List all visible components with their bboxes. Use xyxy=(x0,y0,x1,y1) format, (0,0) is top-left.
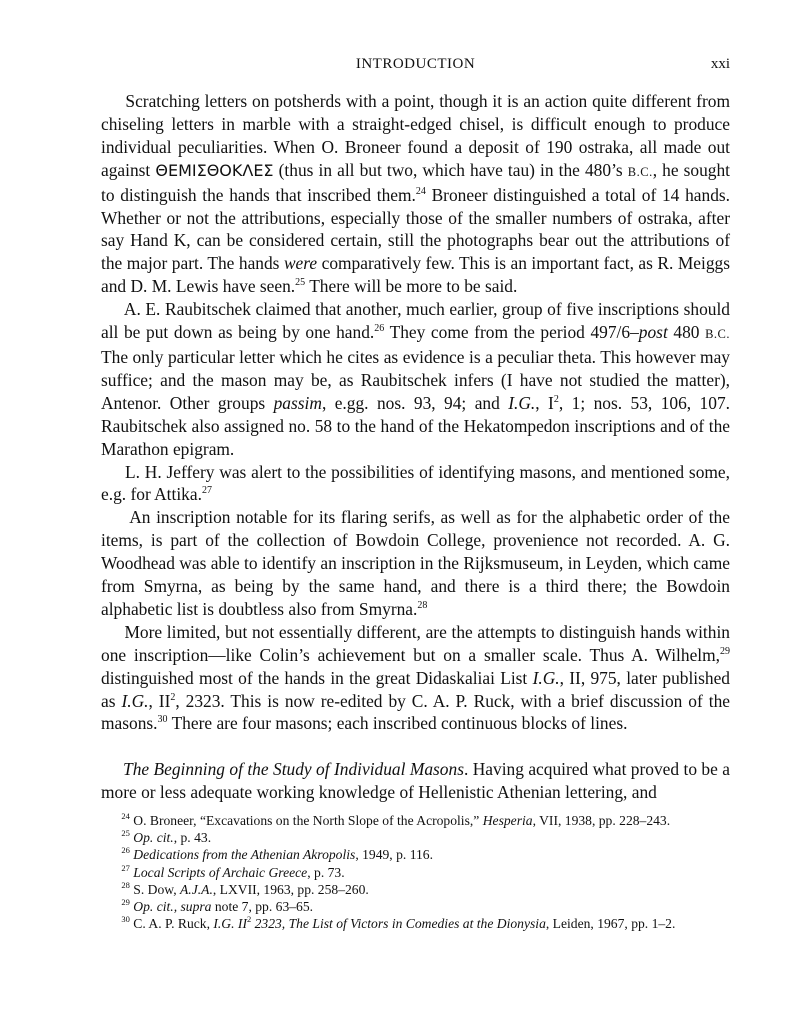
footnote-number: 28 xyxy=(121,879,130,890)
footnote-number: 26 xyxy=(121,845,130,856)
paragraph-3 xyxy=(101,461,730,507)
paragraph-6 xyxy=(101,758,730,804)
footnote-30 xyxy=(101,915,730,932)
footnote-number: 30 xyxy=(121,914,130,925)
text-run: An inscription notable for its flaring serifs, as well as for the alphabetic order of the items, is part of the collection of Bowdoin College, provenience not recorded. A. G. Woodhead was able to identify an inscription in the Rijksmuseum, in Leyden, which came from Smyrna, as being by the same hand, and there is a third there; the Bowdoin alphabetic list is doubtless also from Smyrna. xyxy=(101,507,730,619)
book-title: I.G. II xyxy=(213,916,247,932)
text-run: 480 xyxy=(667,322,706,343)
superscript: 2 xyxy=(246,914,252,925)
text-run: note 7, pp. 63–65. xyxy=(211,899,314,915)
citation-abbrev: Op. cit., supra xyxy=(133,899,212,915)
footnote-number: 25 xyxy=(121,828,130,839)
section-heading: The Beginning of the Study of Individual Masons xyxy=(123,759,464,780)
text-run: L. H. Jeffery was alert to the possibilities of identifying masons, and mentioned some, e.g. for Attika. xyxy=(101,461,730,505)
footnote-number: 29 xyxy=(121,897,130,908)
journal-title: A.J.A. xyxy=(180,881,213,897)
text-run: , LXVII, 1963, pp. 258–260. xyxy=(212,881,369,897)
book-title: Local Scripts of Archaic Greece xyxy=(133,864,308,880)
footnote-ref[interactable]: 29 xyxy=(720,645,730,657)
paragraph-4 xyxy=(101,506,730,621)
text-run: . Having acquired what proved to be a more or less adequate working knowledge of Hellenistic Athenian lettering, and xyxy=(101,759,730,803)
text-run: There will be more to be said. xyxy=(305,276,518,297)
text-run: S. Dow, xyxy=(133,881,180,897)
page-number: xxi xyxy=(710,56,730,72)
text-run: There are four masons; each inscribed continuous blocks of lines. xyxy=(167,713,628,734)
emphasis: passim xyxy=(273,392,322,413)
text-run: , 1949, p. 116. xyxy=(355,847,433,863)
footnote-ref[interactable]: 25 xyxy=(295,277,306,289)
text-run: , p. 43. xyxy=(173,830,212,846)
text-run: , I xyxy=(535,392,554,413)
text-run: Broneer distinguished a total of 14 hands. Whether or not the attributions, especially those of the smaller numbers of ostraka, after say Hand K, can be considered certain, still the photographs bear out the attributions of the major part. The hands xyxy=(101,184,731,274)
superscript: 2 xyxy=(170,691,176,703)
text-run: They come from the period 497/6– xyxy=(384,322,639,343)
footnote-27 xyxy=(101,864,730,881)
text-run: More limited, but not essentially different, are the attempts to distinguish hands within one inscription—like Colin’s achievement but on a smaller scale. Thus A. Wilhelm, xyxy=(101,621,730,665)
footnote-29 xyxy=(101,898,730,915)
book-title: Dedications from the Athenian Akropolis xyxy=(133,847,356,863)
journal-title: Hesperia xyxy=(482,813,533,828)
text-run: Scratching letters on potsherds with a point, though it is an action quite different from chiseling letters in marble with a straight-edged chisel, is difficult enough to produce individual peculiarities. When O. Broneer found a deposit of 190 ostraka, all made out against xyxy=(101,91,730,180)
running-header xyxy=(101,56,730,76)
book-title: 2323, The List of Victors in Comedies at the Dionysia xyxy=(251,916,546,932)
text-run: O. Broneer, “Excavations on the North Slope of the Acropolis,” xyxy=(133,813,483,828)
footnote-number: 24 xyxy=(121,811,130,821)
text-run: (thus in all but two, which have tau) in the 480’s xyxy=(273,159,628,180)
citation-abbrev: I.G. xyxy=(532,667,560,688)
text-run: , VII, 1938, pp. 228–243. xyxy=(532,813,671,828)
superscript: 2 xyxy=(553,393,559,405)
era-abbrev: B.C. xyxy=(627,164,653,179)
running-title: INTRODUCTION xyxy=(355,56,476,72)
era-abbrev: B.C. xyxy=(705,327,731,342)
text-run: , 1; nos. 53, 106, 107. Raubitschek also assigned no. 58 to the hand of the Hekatompedon inscriptions and of the Marathon epigram. xyxy=(101,392,730,459)
footnote-ref[interactable]: 27 xyxy=(201,485,212,497)
footnotes xyxy=(101,812,730,932)
emphasis: post xyxy=(638,322,668,343)
text-run: , e.gg. nos. 93, 94; and xyxy=(321,392,509,413)
footnote-24 xyxy=(101,812,730,829)
emphasis: were xyxy=(283,253,318,274)
text-run: The only particular letter which he cites as evidence is a peculiar theta. This however may suffice; and the mason may be, as Raubitschek infers (I have not studied the matter), Antenor. Other groups xyxy=(101,346,730,413)
footnote-ref[interactable]: 24 xyxy=(415,185,426,197)
text-run: distinguished most of the hands in the great Didaskaliai List xyxy=(101,667,533,688)
paragraph-1 xyxy=(101,90,730,298)
footnote-25 xyxy=(101,829,730,846)
text-run: , 2323. This is now re-edited by C. A. P. Ruck, with a brief discussion of the masons. xyxy=(101,690,730,734)
body-text xyxy=(101,90,730,804)
citation-abbrev: I.G. xyxy=(121,690,149,711)
text-run: , II xyxy=(148,690,171,711)
footnote-26 xyxy=(101,846,730,863)
footnote-ref[interactable]: 28 xyxy=(417,599,428,611)
text-run: , II, 975, later published as xyxy=(101,667,730,711)
text-run: , Leiden, 1967, pp. 1–2. xyxy=(545,916,676,932)
text-run: C. A. P. Ruck, xyxy=(133,916,214,932)
citation-abbrev: I.G. xyxy=(508,392,536,413)
footnote-number: 27 xyxy=(121,862,130,873)
text-run: A. E. Raubitschek claimed that another, much earlier, group of five inscriptions should all be put down as being by one hand. xyxy=(101,299,730,343)
footnote-ref[interactable]: 30 xyxy=(157,714,168,726)
text-run: comparatively few. This is an important fact, as R. Meiggs and D. M. Lewis have seen. xyxy=(101,253,730,297)
citation-abbrev: Op. cit. xyxy=(133,830,174,846)
footnote-28 xyxy=(101,881,730,898)
footnote-ref[interactable]: 26 xyxy=(374,323,385,335)
text-run: , p. 73. xyxy=(307,864,345,880)
greek-word: ΘΕΜΙΣΘΟΚΛΕΣ xyxy=(155,160,274,180)
paragraph-2 xyxy=(101,298,730,460)
text-run: , he sought to distinguish the hands that inscribed them. xyxy=(101,159,731,205)
paragraph-5 xyxy=(101,621,730,736)
